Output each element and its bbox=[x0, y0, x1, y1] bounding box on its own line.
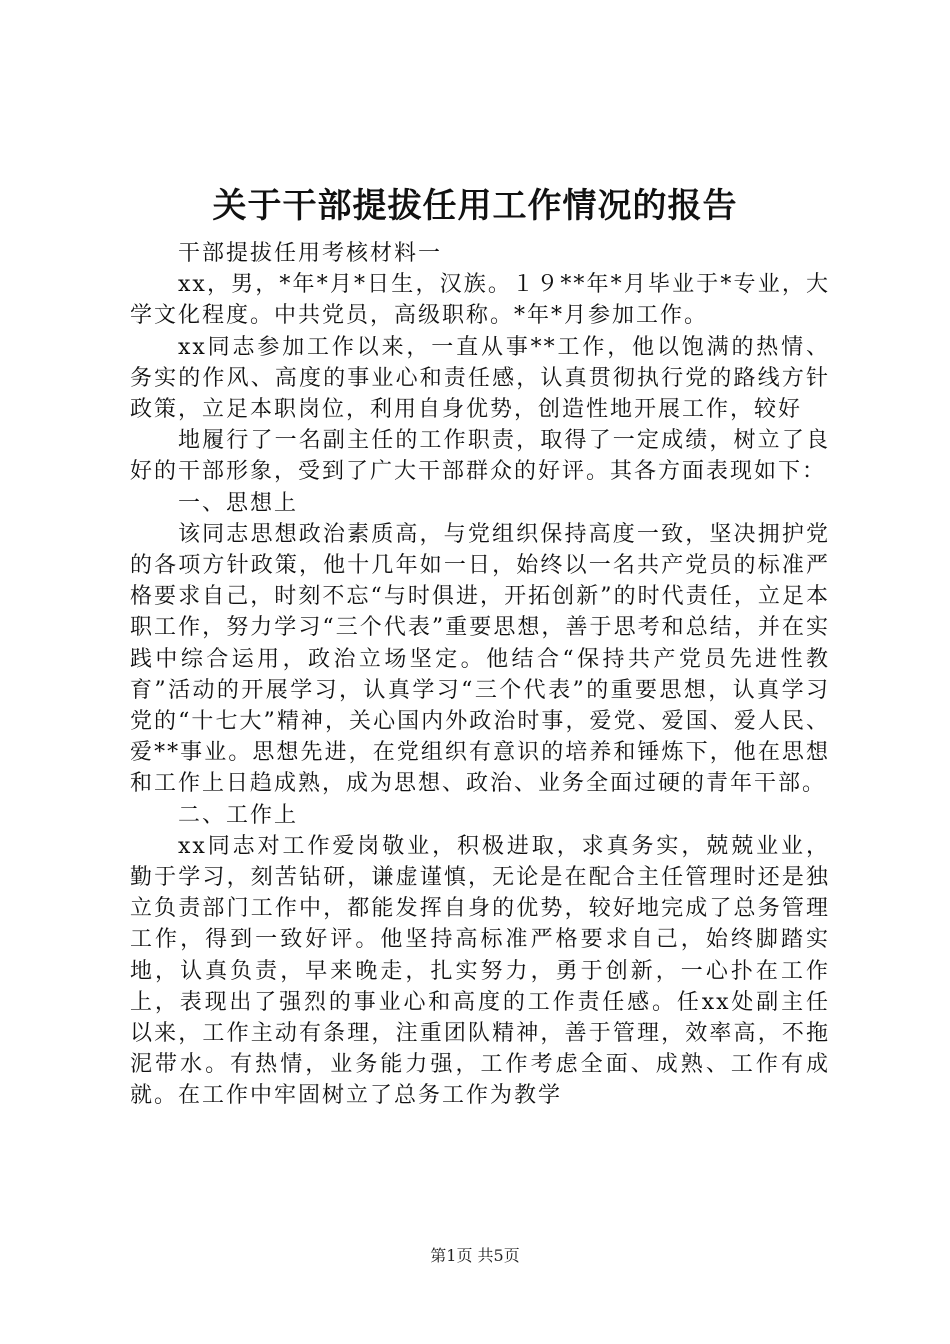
paragraph-work: xx同志对工作爱岗敬业，积极进取，求真务实，兢兢业业，勤于学习，刻苦钻研，谦虚谨慎，无论是在配合主任管理时还是独立负责部门工作中，都能发挥自身的优势，较好地完成了总务管理工作，得到一致好评。他坚持高标准严格要求自己，始终脚踏实地，认真负责，早来晚走，扎实努力，勇于创新，一心扑在工作上，表现出了强烈的事业心和高度的工作责任感。任xx处副主任以来，工作主动有条理，注重团队精神，善于管理，效率高，不拖泥带水。有热情，业务能力强，工作考虑全面、成熟、工作有成就。在工作中牢固树立了总务工作为教学 bbox=[130, 833, 830, 1109]
paragraph-ideology: 该同志思想政治素质高，与党组织保持高度一致，坚决拥护党的各项方针政策，他十几年如一日，始终以一名共产党员的标准严格要求自己，时刻不忘“与时俱进，开拓创新”的时代责任，立足本职工作，努力学习“三个代表”重要思想，善于思考和总结，并在实践中综合运用，政治立场坚定。他结合“保持共产党员先进性教育”活动的开展学习，认真学习“三个代表”的重要思想，认真学习党的“十七大”精神，关心国内外政治时事，爱党、爱国、爱人民、爱**事业。思想先进，在党组织有意识的培养和锤炼下，他在思想和工作上日趋成熟，成为思想、政治、业务全面过硬的青年干部。 bbox=[130, 521, 830, 797]
document-title: 关于干部提拔任用工作情况的报告 bbox=[212, 186, 738, 226]
section-heading-work: 二、工作上 bbox=[178, 802, 299, 828]
paragraph-duties: 地履行了一名副主任的工作职责，取得了一定成绩，树立了良好的干部形象，受到了广大干部群众的好评。其各方面表现如下： bbox=[130, 428, 830, 485]
section-heading-ideology: 一、思想上 bbox=[178, 490, 299, 516]
paragraph-material-heading: 干部提拔任用考核材料一 bbox=[178, 241, 443, 266]
paragraph-work-intro: xx同志参加工作以来，一直从事**工作，他以饱满的热情、务实的作风、高度的事业心和责任感，认真贯彻执行党的路线方针政策，立足本职岗位，利用自身优势，创造性地开展工作，较好 bbox=[130, 334, 830, 423]
paragraph-basic-info: xx，男，*年*月*日生，汉族。１９**年*月毕业于*专业，大学文化程度。中共党员，高级职称。*年*月参加工作。 bbox=[130, 272, 830, 329]
page-number-footer: 第1页 共5页 bbox=[430, 1246, 520, 1265]
document-body bbox=[130, 238, 830, 1112]
